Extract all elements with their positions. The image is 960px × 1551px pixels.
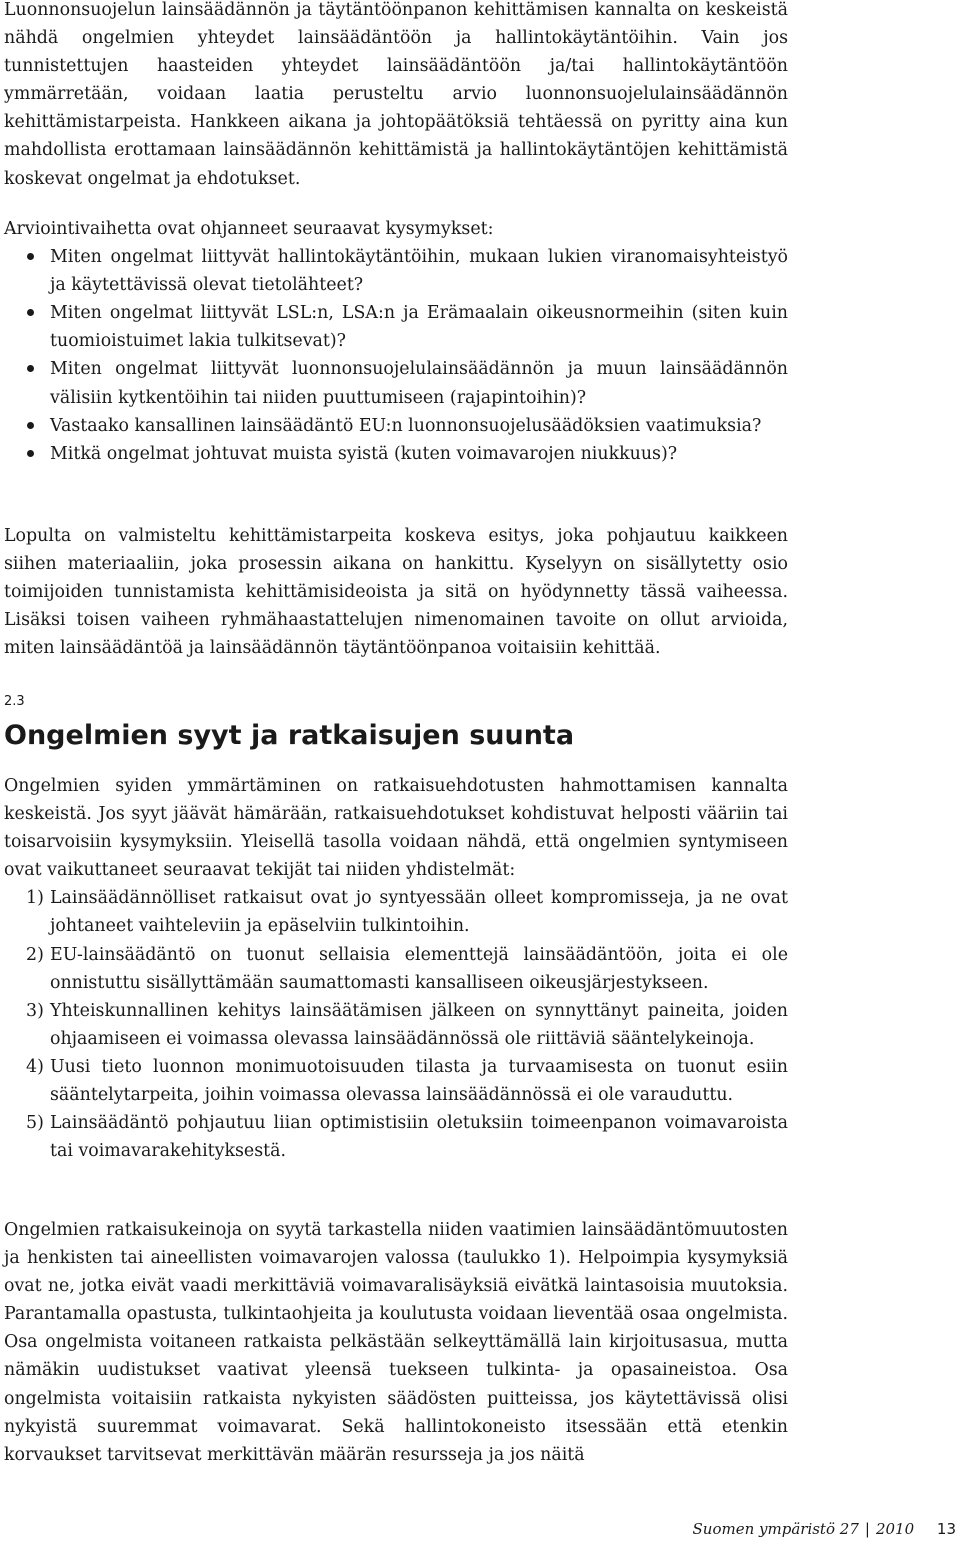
item-text: Yhteiskunnallinen kehitys lainsäätämisen jälkeen on synnyttänyt paineita, joiden ohjaamiseen ei voimassa olevassa lainsäädännössä ole riittäviä sääntelykeinoja.	[50, 1000, 788, 1049]
section-intro: Ongelmien syiden ymmärtäminen on ratkaisuehdotusten hahmottamisen kannalta keskeistä. Jos syyt jäävät hämärään, ratkaisuehdotukset kohdistuvat helposti vääriin tai toisarvoisiin kysymyksiin. Yleisellä tasolla voidaan nähdä, että ongelmien syntymiseen ovat vaikuttaneet seuraavat tekijät tai niiden yhdistelmät:	[4, 776, 788, 881]
list-item	[4, 997, 788, 1053]
item-text: Lainsäädännölliset ratkaisut ovat jo syntyessään olleet kompromisseja, ja ne ovat johtaneet vaihteleviin ja epäselviin tulkintoihin.	[50, 888, 788, 937]
list-item: Vastaako kansallinen lainsäädäntö EU:n luonnonsuojelusäädöksien vaatimuksia?	[4, 412, 788, 440]
question-list	[4, 243, 788, 468]
item-text: Uusi tieto luonnon monimuotoisuuden tilasta ja turvaamisesta on tuonut esiin sääntelytarpeita, joihin voimassa olevassa lainsäädännössä ei ole varauduttu.	[50, 1056, 788, 1106]
publication-name: Suomen ympäristö	[692, 1520, 835, 1538]
section-title: Ongelmien syyt ja ratkaisujen suunta	[4, 720, 575, 751]
item-number: 2)	[26, 944, 44, 965]
conclusion-text: Lopulta on valmisteltu kehittämistarpeita koskeva esitys, joka pohjautuu kaikkeen siihen materiaaliin, joka prosessin aikana on hankittu. Kyselyyn on sisällytetty osio toimijoiden tunnistamista kehittämisideoista ja sitä on hyödynnetty tässä vaiheessa. Lisäksi toisen vaiheen ryhmähaastattelujen nimenomainen tavoite on ollut arvioida, miten lainsäädäntöä ja lainsäädännön täytäntöönpanoa voitaisiin kehittää.	[4, 526, 788, 659]
causes-block	[4, 772, 788, 1165]
evaluation-block	[4, 215, 788, 468]
list-item: Miten ongelmat liittyvät LSL:n, LSA:n ja Erämaalain oikeusnormeihin (siten kuin tuomioistuimet lakia tulkitsevat)?	[4, 299, 788, 355]
item-number: 3)	[26, 1000, 44, 1021]
item-number: 5)	[26, 1113, 44, 1134]
list-item	[4, 1053, 788, 1109]
conclusion-paragraph	[4, 522, 788, 662]
intro-text: Luonnonsuojelun lainsäädännön ja täytäntöönpanon kehittämisen kannalta on keskeistä nähdä ongelmien yhteydet lainsäädäntöön ja hallintokäytäntöihin. Vain jos tunnistettujen haasteiden yhteydet lainsäädäntöön ja/tai hallintokäytäntöön ymmärretään, voidaan laatia perusteltu arvio luonnonsuojelulainsäädännön kehittämistarpeista. Hankkeen aikana ja johtopäätöksiä tehtäessä on pyritty aina kun mahdollista erottamaan lainsäädännön kehittämistä ja hallintokäytäntöjen kehittämistä koskevat ongelmat ja ehdotukset.	[4, 0, 788, 189]
section-number: 2.3	[4, 694, 25, 709]
publication-year: 2010	[875, 1520, 915, 1538]
intro-paragraph	[4, 0, 788, 193]
list-item: Mitkä ongelmat johtuvat muista syistä (kuten voimavarojen niukkuus)?	[4, 440, 788, 468]
list-item	[4, 1109, 788, 1165]
item-text: Lainsäädäntö pohjautuu liian optimistisiin oletuksiin toimeenpanon voimavaroista tai voimavarakehityksestä.	[50, 1113, 788, 1162]
causes-list	[4, 884, 788, 1165]
page-footer	[693, 1517, 956, 1541]
issue-number: 27	[839, 1520, 859, 1538]
footer-separator: |	[864, 1520, 870, 1538]
evaluation-lead: Arviointivaihetta ovat ohjanneet seuraavat kysymykset:	[4, 219, 494, 239]
list-item: Miten ongelmat liittyvät hallintokäytäntöihin, mukaan lukien viranomaisyhteistyö ja käytettävissä olevat tietolähteet?	[4, 243, 788, 299]
item-number: 1)	[26, 888, 44, 909]
list-item: Miten ongelmat liittyvät luonnonsuojelulainsäädännön ja muun lainsäädännön välisiin kytkentöihin tai niiden puuttumiseen (rajapintoihin)?	[4, 355, 788, 411]
solutions-paragraph	[4, 1216, 788, 1469]
item-text: EU-lainsäädäntö on tuonut sellaisia elementtejä lainsäädäntöön, joita ei ole onnistuttu sisällyttämään saumattomasti kansalliseen oikeusjärjestykseen.	[50, 944, 788, 993]
page-number: 13	[936, 1520, 956, 1538]
item-number: 4)	[26, 1056, 44, 1077]
list-item	[4, 941, 788, 997]
solutions-text: Ongelmien ratkaisukeinoja on syytä tarkastella niiden vaatimien lainsäädäntömuutosten ja henkisten tai aineellisten voimavarojen valossa (taulukko 1). Helpoimpia kysymyksiä ovat ne, jotka eivät vaadi merkittäviä voimavaralisäyksiä eivätkä laintasoisia muutoksia. Parantamalla opastusta, tulkintaohjeita ja koulutusta voidaan lieventää osaa ongelmista. Osa ongelmista voitaneen ratkaista pelkästään selkeyttämällä lain kirjoitusasua, mutta nämäkin uudistukset vaativat yleensä tuekseen tulkinta- ja opasaineistoa. Osa ongelmista voitaisiin ratkaista nykyisten säädösten puitteissa, jos käytettävissä olisi nykyistä suuremmat voimavarat. Sekä hallintokoneisto itsessään että etenkin korvaukset tarvitsevat merkittävän määrän resursseja ja jos näitä	[4, 1220, 788, 1465]
list-item	[4, 884, 788, 940]
